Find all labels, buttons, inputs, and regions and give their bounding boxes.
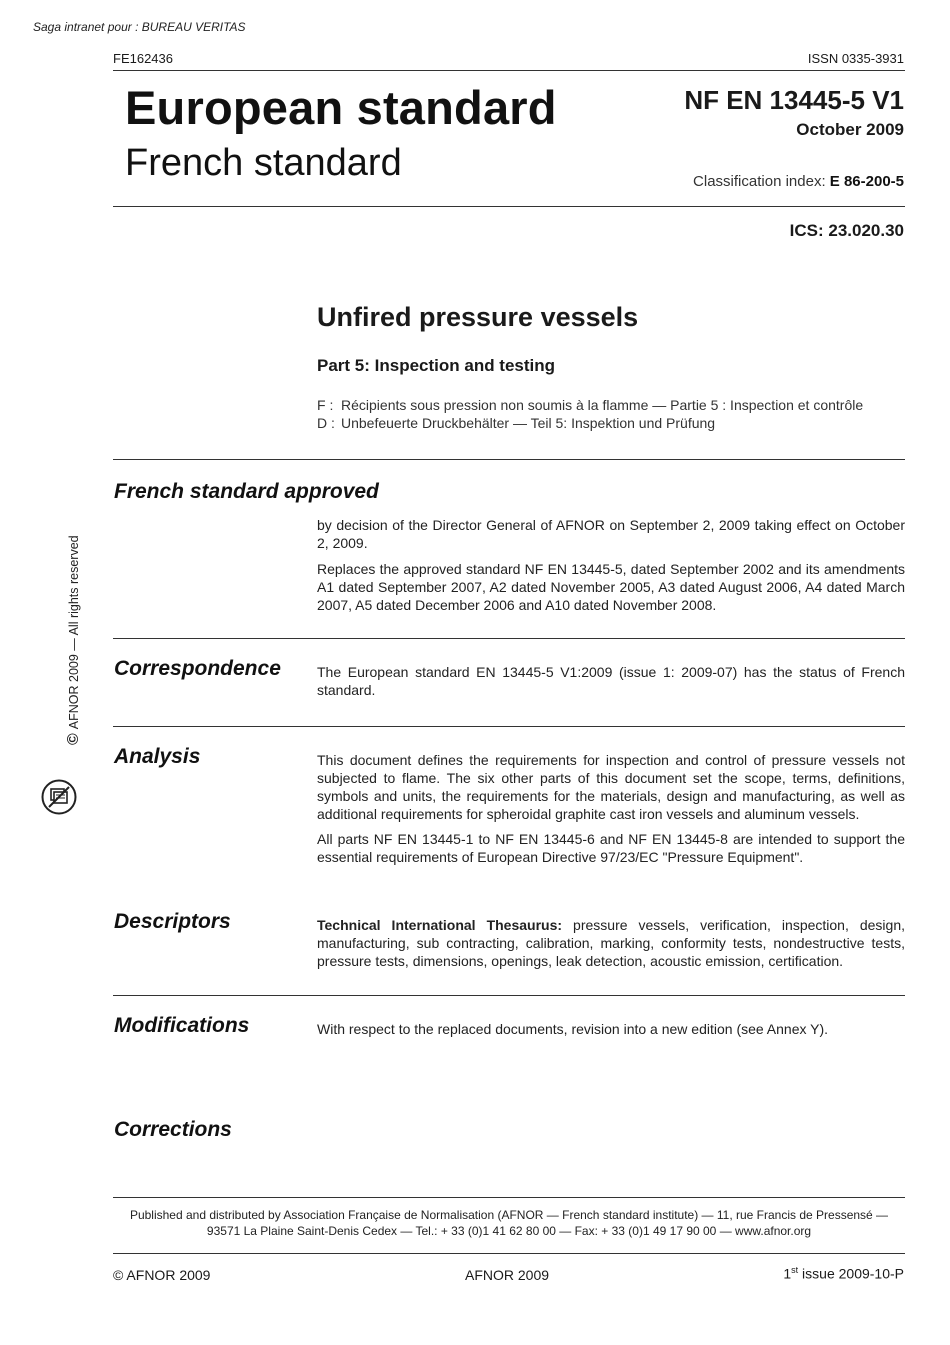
- document-title: Unfired pressure vessels: [317, 302, 639, 332]
- header-rule: [113, 70, 905, 71]
- correspondence-heading: Correspondence: [114, 657, 281, 680]
- classification-index: [693, 173, 904, 190]
- translation-text: Récipients sous pression non soumis à la flamme — Partie 5 : Inspection et contrôle: [341, 397, 864, 413]
- translation-text: Unbefeuerte Druckbehälter — Teil 5: Inspektion und Prüfung: [341, 415, 716, 431]
- section-rule: [113, 726, 905, 727]
- publisher-info: [113, 1208, 905, 1239]
- translation-french: [317, 397, 863, 413]
- issue-number: 1: [783, 1265, 792, 1282]
- analysis-heading: Analysis: [114, 745, 201, 768]
- page-title: European standard: [125, 81, 557, 134]
- standard-number: NF EN 13445-5 V1: [684, 85, 904, 115]
- analysis-paragraph-2: All parts NF EN 13445-1 to NF EN 13445-6 and NF EN 13445-8 are intended to support the essential requirements of European Directive 97/23/EC "Pressure Equipment".: [317, 831, 905, 865]
- corrections-heading: Corrections: [114, 1118, 232, 1141]
- analysis-paragraph-1: This document defines the requirements for inspection and control of pressure vessels not subjected to flame. The six other parts of this document set the scope, terms, definitions, symbols and units, the requirements for the materials, design and manufacturing, as well as additional requirements for spheroidal graphite cast iron vessels and aluminum vessels.: [317, 752, 905, 822]
- no-photocopy-icon: [40, 778, 78, 816]
- translation-code: D :: [317, 415, 335, 431]
- page-subtitle: French standard: [125, 142, 402, 184]
- section-rule: [113, 459, 905, 460]
- classification-label: Classification index:: [693, 173, 826, 190]
- modifications-text: With respect to the replaced documents, revision into a new edition (see Annex Y).: [317, 1021, 829, 1037]
- vertical-copyright: [65, 535, 83, 745]
- descriptors-keywords: pressure vessels, verification, inspection, design, manufacturing, sub contracting, calibration, marking, conformity tests, nondestructive tests, pressure tests, dimensions, openings, leak detection, acoustic emission, certification.: [317, 917, 906, 969]
- issn: ISSN 0335-3931: [807, 51, 904, 66]
- section-rule: [113, 638, 905, 639]
- issue-text: issue 2009-10-P: [798, 1265, 904, 1282]
- publisher-line-1: Published and distributed by Association Française de Normalisation (AFNOR — French standard institute) — 11, rue Francis de Pressensé —: [129, 1208, 889, 1222]
- document-part: Part 5: Inspection and testing: [317, 356, 556, 375]
- descriptors-label: Technical International Thesaurus:: [317, 917, 563, 933]
- title-rule: [113, 206, 905, 207]
- standard-date: October 2009: [796, 120, 904, 139]
- classification-value: E 86-200-5: [829, 173, 904, 190]
- footer-rule: [113, 1253, 905, 1254]
- descriptors-heading: Descriptors: [114, 910, 231, 933]
- footer-copyright: © AFNOR 2009: [113, 1267, 211, 1283]
- issue-ordinal: st: [791, 1265, 799, 1275]
- watermark-text: Saga intranet pour : BUREAU VERITAS: [33, 20, 246, 34]
- correspondence-text: The European standard EN 13445-5 V1:2009 (issue 1: 2009-07) has the status of French standard.: [317, 664, 905, 698]
- approved-heading: French standard approved: [114, 480, 379, 503]
- publisher-line-2: 93571 La Plaine Saint-Denis Cedex — Tel.: + 33 (0)1 41 62 80 00 — Fax: + 33 (0)1 49 17 90 00 — www.afnor.org: [206, 1223, 812, 1238]
- footer-publisher: AFNOR 2009: [465, 1267, 550, 1283]
- modifications-heading: Modifications: [114, 1014, 250, 1037]
- translation-german: [317, 415, 715, 431]
- footer-issue: [783, 1265, 904, 1282]
- approved-paragraph-1: by decision of the Director General of AFNOR on September 2, 2009 taking effect on October 2, 2009.: [317, 517, 905, 551]
- ics-code: ICS: 23.020.30: [789, 221, 904, 240]
- copyright-symbol: ©: [65, 733, 82, 745]
- approved-paragraph-2: Replaces the approved standard NF EN 13445-5, dated September 2002 and its amendments A1 dated September 2007, A2 dated November 2005, A3 dated August 2006, A4 dated March 2007, A5 dated December 2006 and A10 dated November 2008.: [317, 561, 905, 613]
- copyright-text: AFNOR 2009 — All rights reserved: [67, 535, 81, 730]
- translation-code: F :: [317, 397, 334, 413]
- descriptors-text: [317, 916, 905, 970]
- footer-rule: [113, 1197, 905, 1198]
- section-rule: [113, 995, 905, 996]
- reference-code: FE162436: [113, 51, 173, 66]
